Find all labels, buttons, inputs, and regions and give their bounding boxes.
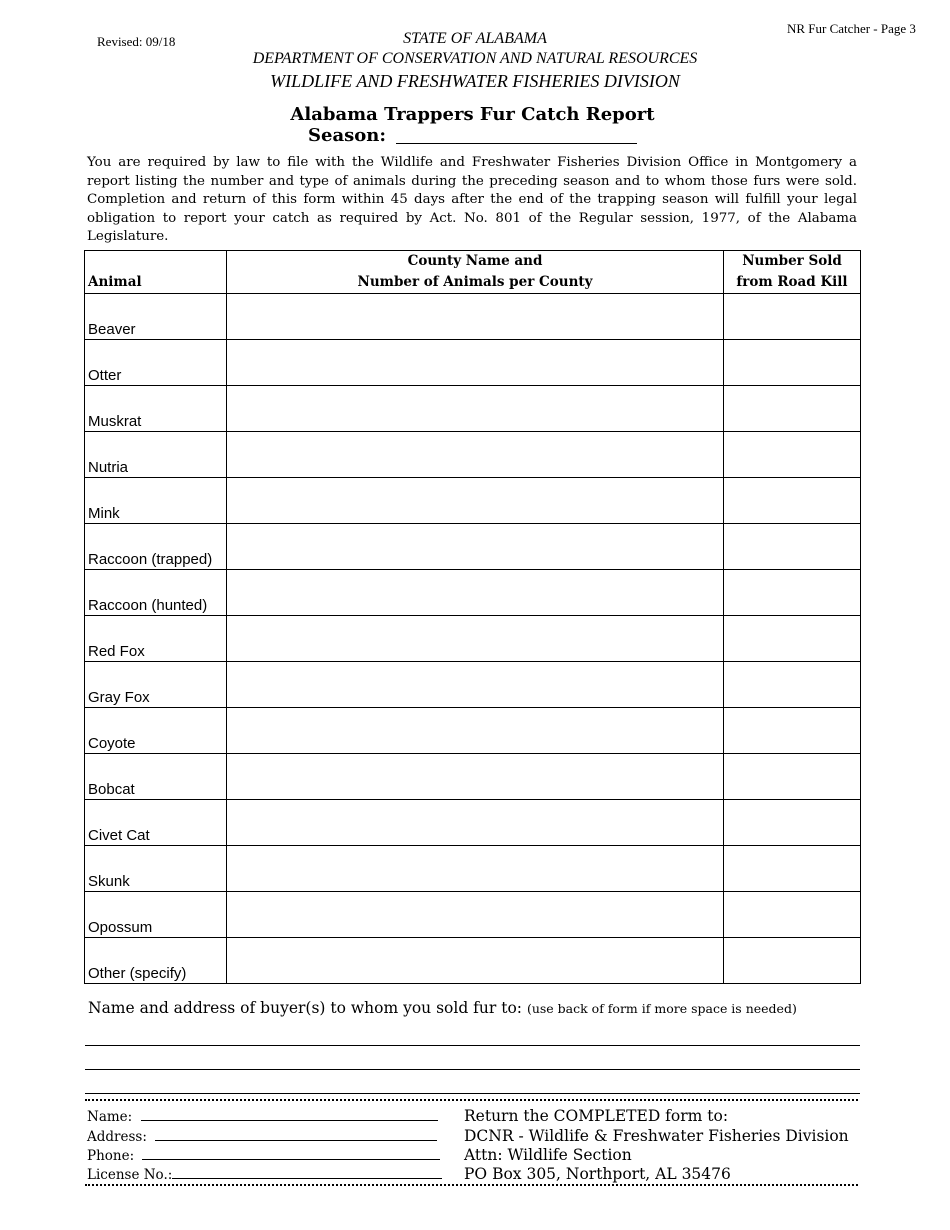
animal-cell bbox=[85, 846, 227, 892]
phone-input[interactable] bbox=[142, 1147, 440, 1160]
table-row bbox=[85, 386, 861, 432]
roadkill-header-line2: from Road Kill bbox=[736, 274, 848, 290]
return-line-2: DCNR - Wildlife & Freshwater Fisheries Division bbox=[464, 1127, 849, 1145]
county-count-cell[interactable] bbox=[227, 892, 724, 938]
animal-label: Coyote bbox=[88, 735, 136, 752]
address-label: Address: bbox=[87, 1129, 147, 1145]
roadkill-count-cell[interactable] bbox=[724, 570, 861, 616]
animal-label: Opossum bbox=[88, 919, 153, 936]
table-row bbox=[85, 754, 861, 800]
table-row bbox=[85, 846, 861, 892]
buyers-label bbox=[88, 999, 797, 1017]
county-count-cell[interactable] bbox=[227, 294, 724, 340]
county-header-line2: Number of Animals per County bbox=[357, 274, 593, 290]
table-row bbox=[85, 570, 861, 616]
animal-cell bbox=[85, 754, 227, 800]
roadkill-count-cell[interactable] bbox=[724, 892, 861, 938]
animal-header-label: Animal bbox=[88, 274, 142, 290]
roadkill-count-cell[interactable] bbox=[724, 846, 861, 892]
animal-cell bbox=[85, 938, 227, 984]
animal-cell bbox=[85, 294, 227, 340]
county-count-cell[interactable] bbox=[227, 938, 724, 984]
table-row bbox=[85, 432, 861, 478]
season-label: Season: bbox=[308, 125, 386, 146]
license-field bbox=[87, 1166, 442, 1183]
buyer-line-3[interactable] bbox=[85, 1093, 860, 1094]
county-count-cell[interactable] bbox=[227, 432, 724, 478]
county-count-cell[interactable] bbox=[227, 754, 724, 800]
section-divider-top bbox=[85, 1099, 858, 1101]
table-row bbox=[85, 340, 861, 386]
animal-label: Mink bbox=[88, 505, 120, 522]
fur-catch-table bbox=[84, 250, 861, 984]
county-count-cell[interactable] bbox=[227, 524, 724, 570]
animal-label: Other (specify) bbox=[88, 965, 187, 982]
animal-cell bbox=[85, 800, 227, 846]
county-count-cell[interactable] bbox=[227, 708, 724, 754]
animal-label: Nutria bbox=[88, 459, 129, 476]
buyers-label-text: Name and address of buyer(s) to whom you sold fur to: bbox=[88, 999, 523, 1017]
name-input[interactable] bbox=[141, 1108, 438, 1121]
roadkill-column-header bbox=[724, 251, 861, 294]
return-line-3: Attn: Wildlife Section bbox=[464, 1146, 632, 1164]
county-count-cell[interactable] bbox=[227, 662, 724, 708]
roadkill-count-cell[interactable] bbox=[724, 662, 861, 708]
animal-label: Skunk bbox=[88, 873, 130, 890]
table-row bbox=[85, 708, 861, 754]
roadkill-count-cell[interactable] bbox=[724, 754, 861, 800]
animal-cell bbox=[85, 662, 227, 708]
county-header-line1: County Name and bbox=[407, 253, 543, 269]
animal-label: Raccoon (trapped) bbox=[88, 551, 213, 568]
license-input[interactable] bbox=[172, 1166, 442, 1179]
roadkill-count-cell[interactable] bbox=[724, 800, 861, 846]
county-count-cell[interactable] bbox=[227, 570, 724, 616]
name-label: Name: bbox=[87, 1109, 133, 1125]
animal-cell bbox=[85, 386, 227, 432]
table-row bbox=[85, 524, 861, 570]
animal-label: Bobcat bbox=[88, 781, 135, 798]
department-heading: DEPARTMENT OF CONSERVATION AND NATURAL RESOURCES bbox=[252, 50, 698, 67]
roadkill-count-cell[interactable] bbox=[724, 708, 861, 754]
animal-label: Civet Cat bbox=[88, 827, 150, 844]
division-heading: WILDLIFE AND FRESHWATER FISHERIES DIVISION bbox=[270, 71, 680, 91]
animal-label: Gray Fox bbox=[88, 689, 150, 706]
page-label: NR Fur Catcher - Page 3 bbox=[787, 21, 916, 36]
animal-cell bbox=[85, 616, 227, 662]
state-heading: STATE OF ALABAMA bbox=[403, 30, 547, 47]
animal-cell bbox=[85, 432, 227, 478]
season-field[interactable] bbox=[396, 143, 637, 144]
buyer-line-1[interactable] bbox=[85, 1045, 860, 1046]
county-count-cell[interactable] bbox=[227, 386, 724, 432]
address-field bbox=[87, 1128, 437, 1145]
table-row bbox=[85, 938, 861, 984]
animal-column-header bbox=[85, 251, 227, 294]
animal-cell bbox=[85, 340, 227, 386]
roadkill-count-cell[interactable] bbox=[724, 524, 861, 570]
intro-paragraph: You are required by law to file with the Wildlife and Freshwater Fisheries Division Office in Montgomery a report listing the number and type of animals during the preceding season and to whom those furs were sold. Completion and return of this form within 45 days after the end of the trapping season will fulfill your legal obligation to report your catch as required by Act. No. 801 of the Regular session, 1977, of the Alabama Legislature. bbox=[87, 155, 857, 245]
roadkill-count-cell[interactable] bbox=[724, 386, 861, 432]
phone-label: Phone: bbox=[87, 1148, 135, 1164]
roadkill-count-cell[interactable] bbox=[724, 294, 861, 340]
table-row bbox=[85, 892, 861, 938]
county-count-cell[interactable] bbox=[227, 846, 724, 892]
animal-label: Muskrat bbox=[88, 413, 142, 430]
revision-date: Revised: 09/18 bbox=[97, 34, 176, 49]
county-count-cell[interactable] bbox=[227, 800, 724, 846]
name-field bbox=[87, 1108, 438, 1125]
animal-cell bbox=[85, 478, 227, 524]
animal-cell bbox=[85, 892, 227, 938]
table-row bbox=[85, 478, 861, 524]
roadkill-header-line1: Number Sold bbox=[742, 253, 842, 269]
buyers-note: (use back of form if more space is needed) bbox=[526, 1001, 797, 1016]
animal-label: Raccoon (hunted) bbox=[88, 597, 208, 614]
return-line-1: Return the COMPLETED form to: bbox=[464, 1107, 729, 1125]
address-input[interactable] bbox=[155, 1128, 437, 1141]
county-count-cell[interactable] bbox=[227, 478, 724, 524]
animal-label: Otter bbox=[88, 367, 122, 384]
table-row bbox=[85, 616, 861, 662]
table-header-row bbox=[85, 251, 861, 294]
animal-cell bbox=[85, 708, 227, 754]
animal-cell bbox=[85, 524, 227, 570]
buyer-line-2[interactable] bbox=[85, 1069, 860, 1070]
roadkill-count-cell[interactable] bbox=[724, 478, 861, 524]
county-column-header bbox=[227, 251, 724, 294]
roadkill-count-cell[interactable] bbox=[724, 340, 861, 386]
table-row bbox=[85, 662, 861, 708]
county-count-cell[interactable] bbox=[227, 340, 724, 386]
animal-cell bbox=[85, 570, 227, 616]
animal-label: Beaver bbox=[88, 321, 136, 338]
roadkill-count-cell[interactable] bbox=[724, 938, 861, 984]
table-row bbox=[85, 294, 861, 340]
phone-field bbox=[87, 1147, 440, 1164]
roadkill-count-cell[interactable] bbox=[724, 616, 861, 662]
section-divider-bottom bbox=[85, 1184, 858, 1186]
animal-label: Red Fox bbox=[88, 643, 145, 660]
county-count-cell[interactable] bbox=[227, 616, 724, 662]
page-title: Alabama Trappers Fur Catch Report bbox=[290, 104, 655, 125]
return-line-4: PO Box 305, Northport, AL 35476 bbox=[464, 1165, 731, 1183]
license-label: License No.: bbox=[87, 1167, 173, 1183]
roadkill-count-cell[interactable] bbox=[724, 432, 861, 478]
table-row bbox=[85, 800, 861, 846]
